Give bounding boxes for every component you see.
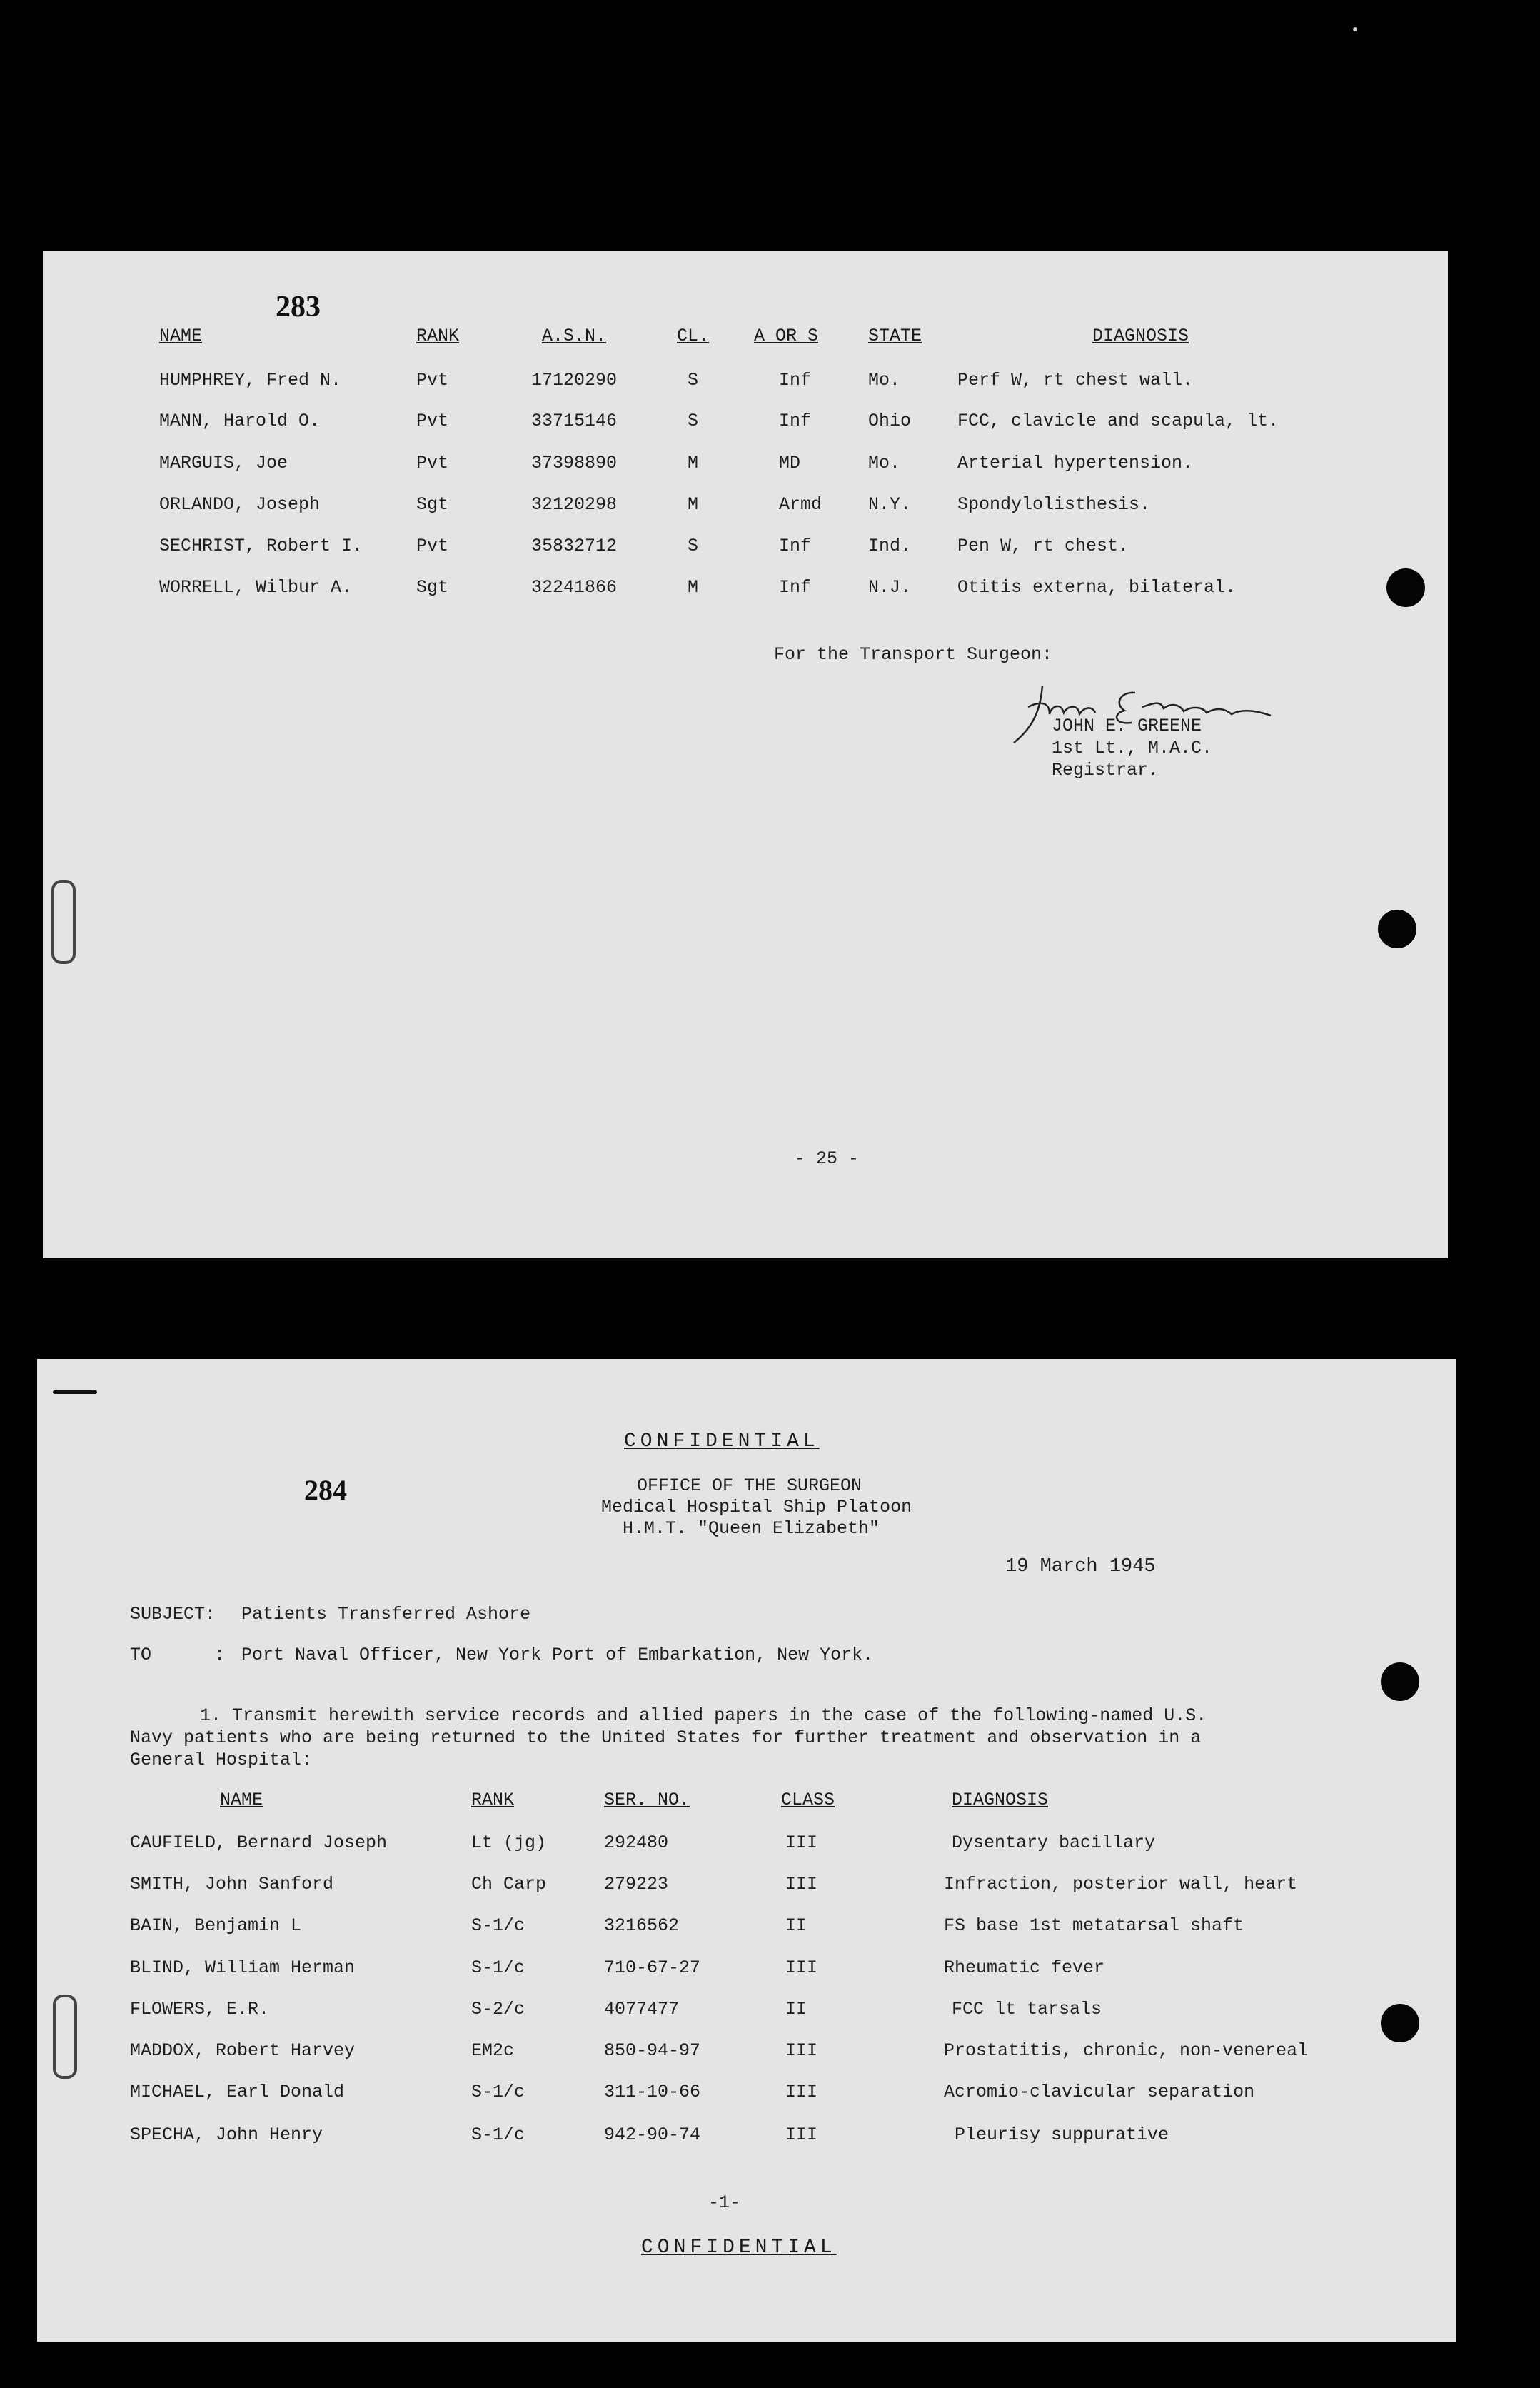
cell-rank: S-2/c xyxy=(471,1999,525,2020)
cell-arm-or-service: Armd xyxy=(779,494,822,515)
cell-serial-number: 710-67-27 xyxy=(604,1957,701,1978)
paragraph-line-3: General Hospital: xyxy=(130,1750,313,1770)
cell-asn: 17120290 xyxy=(531,370,618,391)
confidential-heading: CONFIDENTIAL xyxy=(624,1430,820,1453)
cell-state: Mo. xyxy=(868,370,901,391)
cell-name: MANN, Harold O. xyxy=(159,411,321,431)
cell-diagnosis: FCC, clavicle and scapula, lt. xyxy=(957,411,1279,431)
registrar-name: JOHN E. GREENE xyxy=(1052,716,1202,736)
cell-arm-or-service: Inf xyxy=(779,370,812,391)
cell-state: Mo. xyxy=(868,453,901,473)
cell-serial-number: 4077477 xyxy=(604,1999,680,2020)
cell-serial-number: 292480 xyxy=(604,1832,669,1853)
cell-name: SMITH, John Sanford xyxy=(130,1874,334,1895)
cell-state: Ind. xyxy=(868,536,912,556)
office-line: OFFICE OF THE SURGEON xyxy=(637,1475,862,1496)
cell-diagnosis: Arterial hypertension. xyxy=(957,453,1194,473)
cell-diagnosis: Rheumatic fever xyxy=(944,1957,1105,1978)
cell-arm-or-service: Inf xyxy=(779,577,812,598)
column-header-name: NAME xyxy=(159,326,203,346)
cell-diagnosis: FS base 1st metatarsal shaft xyxy=(944,1915,1244,1936)
cell-name: MARGUIS, Joe xyxy=(159,453,288,473)
document-date: 19 March 1945 xyxy=(1005,1556,1156,1577)
speck xyxy=(1353,27,1357,31)
column-header-diagnosis: DIAGNOSIS xyxy=(1092,326,1189,346)
cell-diagnosis: Pen W, rt chest. xyxy=(957,536,1129,556)
column-header-arm-or-service: A OR S xyxy=(754,326,819,346)
cell-diagnosis: Prostatitis, chronic, non-venereal xyxy=(944,2040,1309,2061)
cell-name: BAIN, Benjamin L xyxy=(130,1915,302,1936)
cell-rank: Sgt xyxy=(416,577,449,598)
cell-diagnosis: Spondylolisthesis. xyxy=(957,494,1151,515)
cell-asn: 35832712 xyxy=(531,536,618,556)
for-transport-surgeon-line: For the Transport Surgeon: xyxy=(774,644,1053,665)
cell-rank: Pvt xyxy=(416,536,449,556)
page-footer: -1- xyxy=(708,2192,741,2213)
cell-name: CAUFIELD, Bernard Joseph xyxy=(130,1832,388,1853)
unit-line: Medical Hospital Ship Platoon xyxy=(601,1497,912,1517)
cell-diagnosis: Infraction, posterior wall, heart xyxy=(944,1874,1298,1895)
column-header-serial-number: SER. NO. xyxy=(604,1790,690,1810)
page-stamp-number: 284 xyxy=(304,1474,347,1506)
page-stamp-number: 283 xyxy=(276,291,321,323)
cell-arm-or-service: Inf xyxy=(779,411,812,431)
to-text: Port Naval Officer, New York Port of Embarkation, New York. xyxy=(241,1645,874,1665)
cell-class: II xyxy=(785,1999,807,2020)
cell-class: II xyxy=(785,1915,807,1936)
cell-name: SPECHA, John Henry xyxy=(130,2124,323,2145)
cell-name: ORLANDO, Joseph xyxy=(159,494,321,515)
cell-rank: Ch Carp xyxy=(471,1874,547,1895)
ship-line: H.M.T. "Queen Elizabeth" xyxy=(623,1518,880,1539)
subject-label: SUBJECT: xyxy=(130,1604,216,1625)
paper-clip-mark xyxy=(53,1995,77,2079)
paragraph-line-1: 1. Transmit herewith service records and allied papers in the case of the following-named U.S. xyxy=(200,1705,1207,1726)
cell-rank: Sgt xyxy=(416,494,449,515)
document-page-25 xyxy=(43,251,1448,1258)
cell-rank: S-1/c xyxy=(471,1957,525,1978)
cell-class: III xyxy=(785,1832,818,1853)
cell-class: S xyxy=(688,370,699,391)
cell-name: MADDOX, Robert Harvey xyxy=(130,2040,356,2061)
punch-hole xyxy=(1386,568,1425,607)
cell-class: III xyxy=(785,2124,818,2145)
cell-diagnosis: Acromio-clavicular separation xyxy=(944,2082,1255,2102)
cell-name: SECHRIST, Robert I. xyxy=(159,536,363,556)
cell-class: III xyxy=(785,2082,818,2102)
punch-hole xyxy=(1378,910,1416,948)
paragraph-line-2: Navy patients who are being returned to the United States for further treatment and observation in a xyxy=(130,1727,1202,1748)
cell-rank: Pvt xyxy=(416,411,449,431)
cell-class: III xyxy=(785,1874,818,1895)
column-header-rank: RANK xyxy=(471,1790,515,1810)
subject-text: Patients Transferred Ashore xyxy=(241,1604,531,1625)
column-header-state: STATE xyxy=(868,326,922,346)
cell-state: N.Y. xyxy=(868,494,912,515)
cell-serial-number: 3216562 xyxy=(604,1915,680,1936)
cell-rank: EM2c xyxy=(471,2040,515,2061)
cell-name: MICHAEL, Earl Donald xyxy=(130,2082,345,2102)
cell-diagnosis: Pleurisy suppurative xyxy=(955,2124,1169,2145)
cell-class: M xyxy=(688,453,699,473)
registrar-rank: 1st Lt., M.A.C. xyxy=(1052,738,1213,758)
column-header-rank: RANK xyxy=(416,326,460,346)
cell-class: III xyxy=(785,1957,818,1978)
pen-mark xyxy=(53,1390,97,1394)
cell-rank: Pvt xyxy=(416,370,449,391)
cell-rank: Pvt xyxy=(416,453,449,473)
cell-class: III xyxy=(785,2040,818,2061)
document-page-1 xyxy=(37,1359,1456,2342)
cell-diagnosis: Otitis externa, bilateral. xyxy=(957,577,1237,598)
cell-name: HUMPHREY, Fred N. xyxy=(159,370,342,391)
cell-asn: 37398890 xyxy=(531,453,618,473)
cell-rank: S-1/c xyxy=(471,2082,525,2102)
cell-serial-number: 279223 xyxy=(604,1874,669,1895)
column-header-asn: A.S.N. xyxy=(542,326,607,346)
cell-diagnosis: Dysentary bacillary xyxy=(952,1832,1156,1853)
cell-rank: Lt (jg) xyxy=(471,1832,547,1853)
cell-diagnosis: FCC lt tarsals xyxy=(952,1999,1102,2020)
cell-asn: 33715146 xyxy=(531,411,618,431)
cell-serial-number: 311-10-66 xyxy=(604,2082,701,2102)
paper-clip-mark xyxy=(51,880,76,964)
cell-name: BLIND, William Herman xyxy=(130,1957,356,1978)
cell-rank: S-1/c xyxy=(471,2124,525,2145)
to-colon: : xyxy=(214,1645,226,1665)
cell-class: S xyxy=(688,536,699,556)
cell-name: WORRELL, Wilbur A. xyxy=(159,577,353,598)
confidential-footer: CONFIDENTIAL xyxy=(641,2237,837,2259)
cell-arm-or-service: MD xyxy=(779,453,801,473)
punch-hole xyxy=(1381,1662,1419,1701)
cell-class: M xyxy=(688,577,699,598)
cell-class: S xyxy=(688,411,699,431)
registrar-role: Registrar. xyxy=(1052,760,1159,781)
cell-arm-or-service: Inf xyxy=(779,536,812,556)
page-footer: - 25 - xyxy=(795,1148,860,1169)
to-label: TO xyxy=(130,1645,152,1665)
cell-diagnosis: Perf W, rt chest wall. xyxy=(957,370,1194,391)
punch-hole xyxy=(1381,2004,1419,2042)
cell-name: FLOWERS, E.R. xyxy=(130,1999,270,2020)
column-header-name: NAME xyxy=(220,1790,263,1810)
cell-state: N.J. xyxy=(868,577,912,598)
cell-rank: S-1/c xyxy=(471,1915,525,1936)
cell-asn: 32241866 xyxy=(531,577,618,598)
cell-state: Ohio xyxy=(868,411,912,431)
column-header-class: CL. xyxy=(677,326,710,346)
cell-serial-number: 942-90-74 xyxy=(604,2124,701,2145)
cell-class: M xyxy=(688,494,699,515)
cell-serial-number: 850-94-97 xyxy=(604,2040,701,2061)
column-header-diagnosis: DIAGNOSIS xyxy=(952,1790,1049,1810)
cell-asn: 32120298 xyxy=(531,494,618,515)
column-header-class: CLASS xyxy=(781,1790,835,1810)
